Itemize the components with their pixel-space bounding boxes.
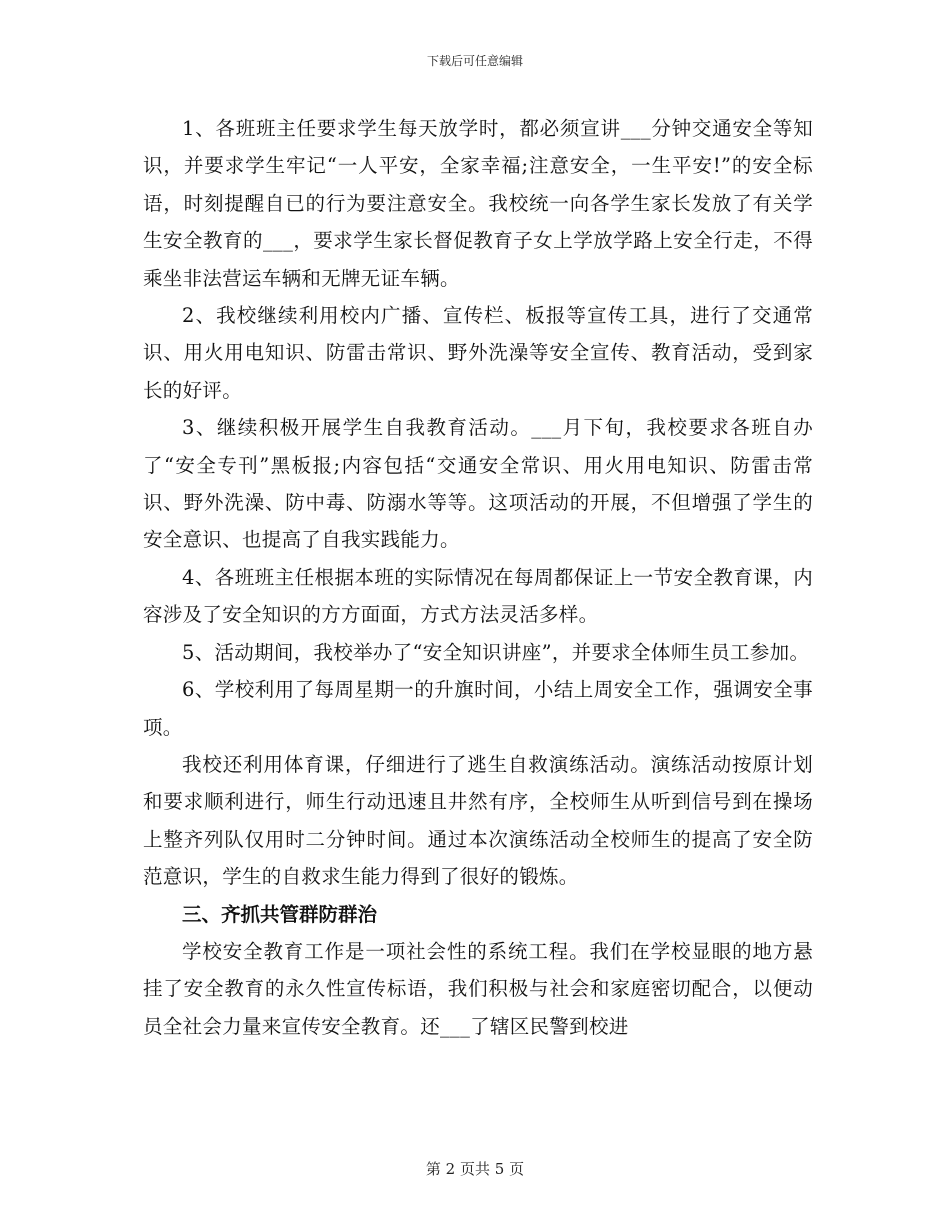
paragraph-4: 4、各班班主任根据本班的实际情况在每周都保证上一节安全教育课，内容涉及了安全知识的方方面面，方式方法灵活多样。 xyxy=(143,565,813,627)
paragraph-2: 2、我校继续利用校内广播、宣传栏、板报等宣传工具，进行了交通常识、用火用电知识、防雷击常识、野外洗澡等安全宣传、教育活动，受到家长的好评。 xyxy=(143,304,813,402)
page-footer: 第 2 页共 5 页 xyxy=(425,1160,525,1178)
paragraph-5: 5、活动期间，我校举办了“安全知识讲座”，并要求全体师生员工参加。 xyxy=(182,640,810,664)
section-heading: 三、齐抓共管群防群治 xyxy=(182,902,378,926)
paragraph-closing: 学校安全教育工作是一项社会性的系统工程。我们在学校显眼的地方悬挂了安全教育的永久性宣传标语，我们积极与社会和家庭密切配合，以便动员全社会力量来宣传安全教育。还___了辖区民警到校进 xyxy=(143,939,813,1038)
paragraph-6: 6、学校利用了每周星期一的升旗时间，小结上周安全工作，强调安全事项。 xyxy=(143,678,813,739)
paragraph-1: 1、各班班主任要求学生每天放学时，都必须宣讲___分钟交通安全等知识，并要求学生牢记“一人平安，全家幸福;注意安全，一生平安!”的安全标语，时刻提醒自已的行为要注意安全。我校统一向各学生家长发放了有关学生安全教育的___，要求学生家长督促教育子女上学放学路上安全行走，不得乘坐非法营运车辆和无牌无证车辆。 xyxy=(143,117,813,290)
page-header: 下载后可任意编辑 xyxy=(426,54,523,68)
paragraph-3: 3、继续积极开展学生自我教育活动。___月下旬，我校要求各班自办了“安全专刊”黑板报;内容包括“交通安全常识、用火用电知识、防雷击常识、野外洗澡、防中毒、防溺水等等。这项活动的开展，不但增强了学生的安全意识、也提高了自我实践能力。 xyxy=(143,416,813,552)
paragraph-drill: 我校还利用体育课，仔细进行了逃生自救演练活动。演练活动按原计划和要求顺利进行，师生行动迅速且井然有序，全校师生从听到信号到在操场上整齐列队仅用时二分钟时间。通过本次演练活动全校师生的提高了安全防范意识，学生的自救求生能力得到了很好的锻炼。 xyxy=(143,752,813,889)
document-body xyxy=(143,110,813,1045)
